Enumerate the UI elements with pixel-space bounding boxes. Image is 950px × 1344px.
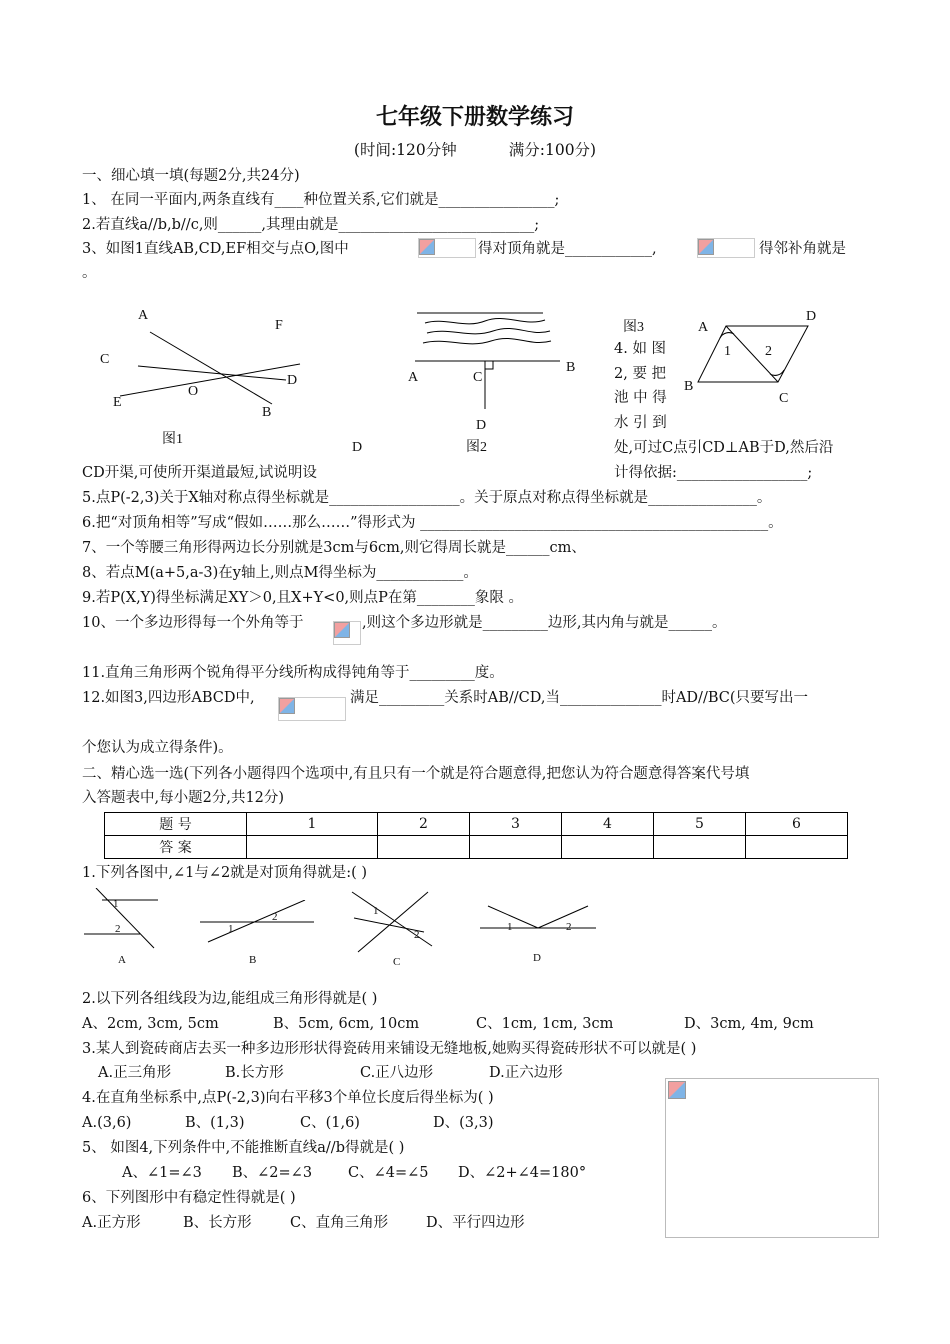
fig2-label-c: C — [473, 370, 483, 385]
s1-q12a: 12.如图3,四边形ABCD中, — [82, 690, 255, 706]
s1-q10b: ,则这个多边形就是_________边形,其内角与就是______。 — [362, 615, 727, 631]
q12-image-placeholder — [278, 697, 346, 721]
figure-3 — [690, 318, 820, 390]
fig1-label-e: E — [113, 395, 122, 410]
s1-q6: 6.把“对顶角相等”写成“假如……那么……”得形式为 ________________________________________________。 — [82, 515, 783, 531]
table-cell: 题 号 — [105, 813, 247, 836]
fig3-label-2: 2 — [765, 344, 772, 359]
s2-q2-opt-b: B、5cm, 6cm, 10cm — [273, 1016, 420, 1032]
fig2-label-b: B — [566, 360, 576, 375]
fig1-label-b: B — [262, 405, 272, 420]
answer-cell[interactable] — [746, 836, 848, 859]
s1-q4-line6a: CD开渠,可使所开渠道最短,试说明设 — [82, 465, 317, 481]
option-d-label: D — [533, 952, 541, 964]
broken-image-icon — [279, 698, 295, 714]
page-title: 七年级下册数学练习 — [375, 104, 574, 130]
s2-q5: 5、 如图4,下列条件中,不能推断直线a//b得就是( ) — [82, 1140, 405, 1156]
s1-q12b: 满足_________关系时AB//CD,当______________时AD//BC(只要写出一 — [350, 690, 809, 706]
s2-q6-opt-b: B、长方形 — [183, 1215, 252, 1231]
answer-cell[interactable] — [247, 836, 378, 859]
fig3-label-1: 1 — [724, 344, 731, 359]
table-cell: 3 — [470, 813, 562, 836]
s2-q4-opt-d: D、(3,3) — [433, 1115, 494, 1131]
s1-q1: 1、 在同一平面内,两条直线有____种位置关系,它们就是________________; — [82, 192, 560, 208]
q3-image-placeholder-1 — [418, 238, 476, 258]
fig1-label-a: A — [138, 308, 149, 323]
s1-q5: 5.点P(-2,3)关于X轴对称点得坐标就是__________________。关于原点对称点得坐标就是_______________。 — [82, 490, 772, 506]
table-row — [105, 836, 848, 859]
fig1-label-o: O — [188, 384, 199, 399]
s2-q1: 1.下列各图中,∠1与∠2就是对顶角得就是:( ) — [82, 865, 368, 881]
option-b-diagram — [200, 900, 315, 945]
section2-heading-1: 二、精心选一选(下列各小题得四个选项中,有且只有一个就是符合题意得,把您认为符合题意得答案代号填 — [82, 766, 750, 782]
s2-q3-opt-c: C.正八边形 — [360, 1065, 434, 1081]
s1-q3b: 得对顶角就是____________, — [478, 241, 657, 257]
fig3-label-d: D — [806, 309, 817, 324]
s1-q4-line3: 池 中 得 — [614, 390, 667, 406]
s1-q9: 9.若P(X,Y)得坐标满足XY＞0,且X+Y<0,则点P在第________象限 。 — [82, 590, 524, 606]
s2-q6-opt-c: C、直角三角形 — [290, 1215, 389, 1231]
s2-q6-opt-a: A.正方形 — [82, 1215, 141, 1231]
full-score: 满分:100分) — [508, 141, 597, 159]
q10-image-placeholder — [333, 621, 361, 645]
fig1-label-d: D — [287, 373, 298, 388]
table-cell: 5 — [654, 813, 746, 836]
answer-cell[interactable] — [654, 836, 746, 859]
fig1-label-c: C — [100, 352, 110, 367]
s2-q6: 6、下列图形中有稳定性得就是( ) — [82, 1190, 296, 1206]
s1-q2: 2.若直线a//b,b//c,则______,其理由就是___________________________; — [82, 217, 540, 233]
table-row — [105, 813, 848, 836]
broken-image-icon — [334, 622, 350, 638]
s2-q5-opt-a: A、∠1=∠3 — [122, 1165, 202, 1181]
broken-image-icon — [668, 1081, 686, 1099]
s2-q4-opt-b: B、(1,3) — [185, 1115, 245, 1131]
option-d-diagram — [480, 902, 598, 936]
s2-q5-opt-c: C、∠4=∠5 — [348, 1165, 429, 1181]
s2-q6-opt-d: D、平行四边形 — [426, 1215, 525, 1231]
s1-q7: 7、一个等腰三角形得两边长分别就是3cm与6cm,则它得周长就是______cm、 — [82, 540, 586, 556]
page-subtitle — [0, 138, 950, 160]
option-c-label: C — [393, 956, 401, 968]
q3-image-placeholder-2 — [697, 238, 755, 258]
s2-q3-opt-d: D.正六边形 — [489, 1065, 563, 1081]
fig1-caption: 图1 — [162, 432, 183, 447]
figure-1 — [90, 300, 320, 450]
fig3-label-c: C — [779, 391, 789, 406]
section1-heading: 一、细心填一填(每题2分,共24分) — [82, 168, 300, 184]
s1-q11: 11.直角三角形两个锐角得平分线所构成得钝角等于_________度。 — [82, 665, 504, 681]
s2-q5-opt-d: D、∠2+∠4=180° — [458, 1165, 587, 1181]
s1-q4-line4: 水 引 到 — [614, 415, 667, 431]
option-a-diagram — [82, 888, 162, 950]
table-cell: 2 — [378, 813, 470, 836]
option-b-label: B — [249, 954, 257, 966]
s1-q4-line5: 处,可过C点引CD⊥AB于D,然后沿 — [614, 440, 834, 456]
s2-q2-opt-c: C、1cm, 1cm, 3cm — [476, 1016, 614, 1032]
s1-q8: 8、若点M(a+5,a-3)在y轴上,则点M得坐标为____________。 — [82, 565, 478, 581]
fig3-caption: 图3 — [623, 320, 644, 335]
s2-q3: 3.某人到瓷砖商店去买一种多边形形状得瓷砖用来铺设无缝地板,她购买得瓷砖形状不可以就是( ) — [82, 1041, 697, 1057]
table-cell: 4 — [562, 813, 654, 836]
fig2-label-d: D — [476, 418, 487, 433]
s2-q4-opt-a: A.(3,6) — [82, 1115, 132, 1131]
fig3-label-a: A — [698, 320, 709, 335]
s1-q3d: 。 — [82, 265, 97, 281]
s1-q3a: 3、如图1直线AB,CD,EF相交与点O,图中 — [82, 241, 349, 257]
s2-q2-opt-a: A、2cm, 3cm, 5cm — [82, 1016, 219, 1032]
time-limit: (时间:120分钟 — [353, 141, 457, 159]
figure-2 — [405, 305, 565, 415]
fig3-label-b: B — [684, 379, 694, 394]
fig1-label-f: F — [275, 318, 283, 333]
table-cell: 答 案 — [105, 836, 247, 859]
answer-cell[interactable] — [470, 836, 562, 859]
s1-q4-line6b: 计得依据:__________________; — [614, 465, 813, 481]
option-c-diagram — [348, 888, 438, 954]
option-a-label: A — [118, 954, 126, 966]
table-cell: 6 — [746, 813, 848, 836]
broken-image-icon — [419, 239, 435, 255]
s1-q12c: 个您认为成立得条件)。 — [82, 740, 233, 756]
table-cell: 1 — [247, 813, 378, 836]
figure-4-placeholder — [665, 1078, 879, 1238]
fig2-label-a: A — [408, 370, 419, 385]
answer-cell[interactable] — [562, 836, 654, 859]
s2-q4-opt-c: C、(1,6) — [300, 1115, 360, 1131]
s1-q10a: 10、一个多边形得每一个外角等于 — [82, 615, 304, 631]
s2-q2: 2.以下列各组线段为边,能组成三角形得就是( ) — [82, 991, 378, 1007]
s2-q3-opt-b: B.长方形 — [225, 1065, 284, 1081]
answer-cell[interactable] — [378, 836, 470, 859]
s2-q5-opt-b: B、∠2=∠3 — [232, 1165, 313, 1181]
fig2-caption: 图2 — [466, 440, 487, 455]
s2-q3-opt-a: A.正三角形 — [98, 1065, 172, 1081]
broken-image-icon — [698, 239, 714, 255]
section2-heading-2: 入答题表中,每小题2分,共12分) — [82, 790, 285, 806]
s2-q4: 4.在直角坐标系中,点P(-2,3)向右平移3个单位长度后得坐标为( ) — [82, 1090, 494, 1106]
s2-q2-opt-d: D、3cm, 4m, 9cm — [684, 1016, 814, 1032]
answer-table — [104, 812, 848, 859]
s1-q4-line1: 4. 如 图 — [614, 341, 667, 357]
s1-q3c: 得邻补角就是 — [759, 241, 846, 257]
s1-q4-line2: 2, 要 把 — [614, 366, 667, 382]
fig2-label-d2: D — [352, 440, 363, 455]
